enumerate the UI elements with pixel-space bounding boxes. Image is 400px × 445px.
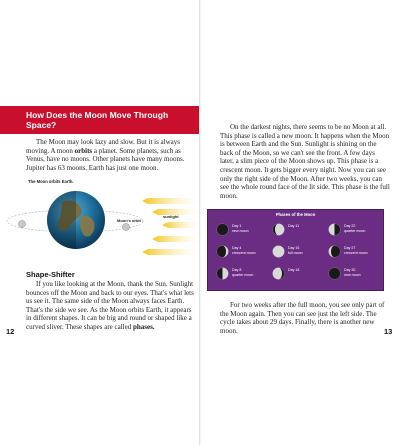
phase-label — [344, 246, 368, 255]
phase-item — [272, 244, 322, 262]
shape-shifter-paragraph: If you like looking at the Moon, thank the Sun. Sunlight bounces off the Moon and back to our eyes. That's what lets us see it. The same side of the Moon always faces Earth. That's the side we see. As the Moon orbits Earth, it appears in different shapes. It can be big and round or shaped like a curved sliver. These shapes are called phases. — [26, 280, 194, 331]
phase-label — [288, 268, 299, 273]
phase-item — [216, 266, 266, 284]
phase-label — [288, 224, 299, 229]
sunlight-rays — [142, 198, 200, 255]
full-moon-paragraph: For two weeks after the full moon, you see only part of the Moon again. Then you can see just the left side. The cycle takes about 29 days. Finally, there is another new moon. — [220, 301, 385, 335]
phase-label — [232, 268, 253, 277]
moon-phase-icon — [216, 267, 229, 280]
intro-paragraph: The Moon may look lazy and slow. But it is always moving. A moon orbits a planet. Some planets, such as Venus, have no moons. Other planets have many moons. Jupiter has 63 moons. Earth has just one moon. — [26, 138, 185, 172]
phases-chart-title: Phases of the Moon — [275, 212, 316, 217]
phase-day: Day 11 — [288, 224, 300, 228]
term-orbits: orbits — [74, 146, 93, 155]
phase-day: Day 22 — [344, 224, 356, 228]
moon-phase-icon — [272, 245, 285, 258]
moon-phase-icon — [272, 223, 285, 236]
diagram-caption: The Moon orbits Earth. — [28, 179, 74, 184]
phase-day: Day 30 — [344, 268, 356, 272]
phase-label — [288, 246, 303, 255]
phase-item — [216, 222, 266, 240]
phase-day: Day 4 — [232, 246, 242, 250]
phase-day: Day 27 — [344, 246, 356, 250]
phase-label — [232, 246, 256, 255]
page-number-left: 12 — [6, 327, 15, 336]
orbit-label: Moon's orbit — [117, 218, 141, 223]
moon-phase-icon — [216, 223, 229, 236]
phase-name: quarter moon — [232, 272, 254, 277]
phase-item — [328, 222, 378, 240]
phase-item — [272, 266, 322, 284]
phase-label — [344, 224, 365, 233]
phase-item — [328, 244, 378, 262]
section-heading: How Does the Moon Move Through Space? — [26, 110, 169, 130]
phase-name: new moon — [232, 228, 249, 233]
subheading: Shape-Shifter — [26, 270, 75, 279]
phase-name: full moon — [288, 250, 303, 255]
phase-day: Day 18 — [288, 268, 300, 272]
phase-name: crescent moon — [344, 250, 368, 255]
phase-item — [328, 266, 378, 284]
phase-name: crescent moon — [232, 250, 256, 255]
sunlight-label: sunlight — [163, 214, 179, 219]
moon-orbit-diagram — [0, 176, 200, 268]
phase-name: quarter moon — [344, 228, 366, 233]
phases-chart — [207, 209, 384, 291]
moon-right — [123, 224, 130, 231]
page-gutter — [199, 0, 201, 445]
page-number-right: 13 — [384, 327, 393, 336]
term-phases: phases. — [132, 322, 155, 331]
phase-label — [232, 224, 249, 233]
phase-label — [344, 268, 361, 277]
phase-day: Day 15 — [288, 246, 300, 250]
phase-item — [272, 222, 322, 240]
moon-phase-icon — [328, 267, 341, 280]
phase-name: new moon — [344, 272, 361, 277]
phase-item — [216, 244, 266, 262]
moon-phase-icon — [328, 223, 341, 236]
moon-phase-icon — [272, 267, 285, 280]
new-moon-paragraph: On the darkest nights, there seems to be no Moon at all. This phase is called a new moon. It happens when the Moon is between Earth and the Sun. Sunlight is shining on the back of the Moon, so we can't see the front. A few days later, a slim piece of the Moon shows up. This phase is a crescent moon. It gets bigger every night. Now you can see only the right side of the Moon. After two weeks, you can see the whole round face of the lit side. This phase is the full moon. — [220, 123, 390, 200]
phase-day: Day 1 — [232, 224, 242, 228]
moon-phase-icon — [328, 245, 341, 258]
phase-day: Day 8 — [232, 268, 242, 272]
moon-left — [19, 221, 26, 228]
moon-phase-icon — [216, 245, 229, 258]
